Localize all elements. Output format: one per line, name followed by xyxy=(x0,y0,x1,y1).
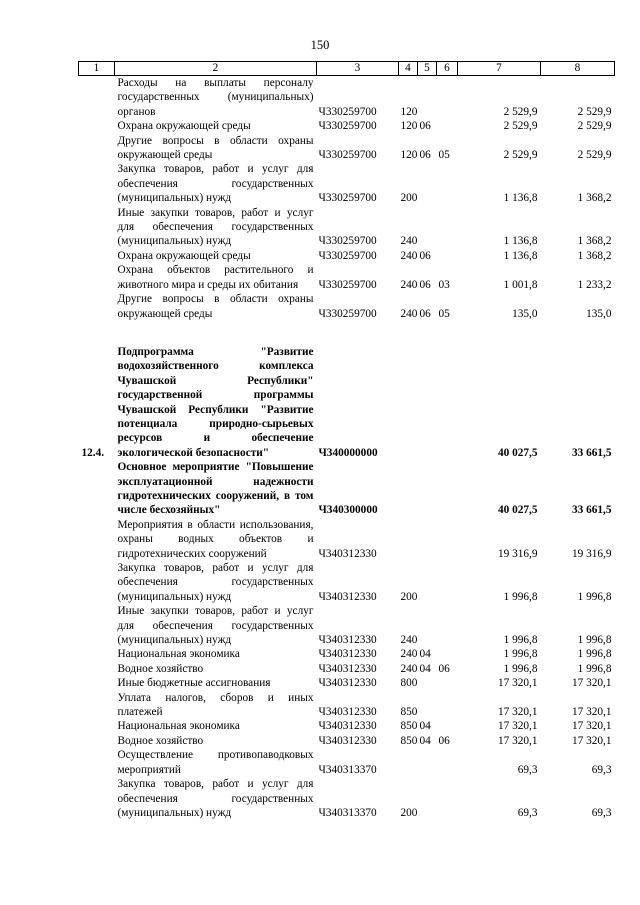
subsection-code xyxy=(437,719,458,733)
subsection-code: 05 xyxy=(438,149,450,162)
row-number xyxy=(79,676,115,690)
expense-type-code: 200 xyxy=(400,590,418,603)
table-row xyxy=(79,345,615,460)
section-code: 06 xyxy=(419,278,431,291)
target-article-code: Ч330259700 xyxy=(318,192,377,205)
table-row xyxy=(79,734,615,748)
amount-year-1: 17 320,1 xyxy=(497,720,538,733)
table-row xyxy=(79,134,615,163)
amount-year-2: 1 233,2 xyxy=(577,278,612,291)
row-number xyxy=(79,134,115,163)
subsection-code xyxy=(437,119,458,133)
page-number: 150 xyxy=(310,38,330,52)
amount-year-2: 2 529,9 xyxy=(577,149,612,162)
table-row xyxy=(79,206,615,249)
row-number xyxy=(79,263,115,292)
subsection-code xyxy=(437,518,458,561)
amount-year-2: 1 996,8 xyxy=(577,648,612,661)
row-number xyxy=(79,662,115,676)
row-number xyxy=(79,76,115,120)
section-code xyxy=(418,76,437,120)
column-header: 8 xyxy=(541,62,615,76)
row-number xyxy=(79,561,115,604)
target-article-code: Ч330259700 xyxy=(318,120,377,133)
expense-type-code: 240 xyxy=(400,662,418,675)
row-number: 12.4. xyxy=(81,446,105,459)
section-code: 04 xyxy=(419,648,431,661)
subsection-code: 06 xyxy=(438,662,450,675)
amount-year-1: 1 996,8 xyxy=(503,648,538,661)
expense-name: Уплата налогов, сборов и иных платежей xyxy=(117,691,314,719)
row-number xyxy=(79,734,115,748)
amount-year-1: 69,3 xyxy=(517,763,538,776)
row-number xyxy=(79,249,115,263)
section-code xyxy=(418,460,437,518)
table-row xyxy=(79,748,615,777)
subsection-code xyxy=(437,162,458,205)
row-number xyxy=(79,691,115,720)
section-code xyxy=(418,676,437,690)
expense-name: Мероприятия в области использования, охраны водных объектов и гидротехнических сооружений xyxy=(117,518,314,560)
section-code xyxy=(418,604,437,647)
subsection-code: 03 xyxy=(438,278,450,291)
amount-year-1: 1 136,8 xyxy=(503,235,538,248)
expense-name: Национальная экономика xyxy=(117,648,240,661)
table-row xyxy=(79,292,615,321)
expense-name: Охрана объектов растительного и животного мира и среды их обитания xyxy=(117,264,314,291)
subsection-code xyxy=(437,676,458,690)
expense-type-code: 120 xyxy=(400,120,418,133)
target-article-code: Ч330259700 xyxy=(318,249,377,262)
target-article-code: Ч340312330 xyxy=(318,590,377,603)
section-code xyxy=(418,518,437,561)
subsection-code xyxy=(437,345,458,460)
target-article-code: Ч330259700 xyxy=(318,307,377,320)
section-code xyxy=(418,206,437,249)
row-number xyxy=(79,719,115,733)
subsection-code xyxy=(437,206,458,249)
expense-type-code: 240 xyxy=(400,235,418,248)
amount-year-1: 2 529,9 xyxy=(503,105,538,118)
amount-year-1: 1 996,8 xyxy=(503,662,538,675)
amount-year-1: 1 996,8 xyxy=(503,590,538,603)
row-number xyxy=(79,777,115,820)
table-row xyxy=(79,691,615,720)
target-article-code: Ч340312330 xyxy=(318,706,377,719)
expense-type-code: 850 xyxy=(400,720,418,733)
subsection-code xyxy=(437,604,458,647)
target-article-code: Ч330259700 xyxy=(318,149,377,162)
expense-name: Осуществление противопаводковых мероприятий xyxy=(117,749,314,776)
amount-year-2: 1 996,8 xyxy=(577,634,612,647)
row-number xyxy=(79,292,115,321)
section-code xyxy=(418,777,437,820)
section-code: 04 xyxy=(419,662,431,675)
spacer-row xyxy=(79,321,615,345)
table-row xyxy=(79,249,615,263)
expense-name: Охрана окружающей среды xyxy=(117,249,251,262)
amount-year-1: 17 320,1 xyxy=(497,677,538,690)
section-code xyxy=(418,561,437,604)
section-code: 04 xyxy=(419,720,431,733)
column-header: 7 xyxy=(458,62,541,76)
amount-year-1: 1 001,8 xyxy=(503,278,538,291)
expense-type-code xyxy=(399,518,418,561)
amount-year-2: 1 368,2 xyxy=(577,235,612,248)
amount-year-1: 17 320,1 xyxy=(497,706,538,719)
subsection-code: 06 xyxy=(438,734,450,747)
amount-year-2: 19 316,9 xyxy=(571,547,612,560)
row-number xyxy=(79,647,115,661)
section-code: 06 xyxy=(419,149,431,162)
target-article-code: Ч340312330 xyxy=(318,662,377,675)
expense-name: Закупка товаров, работ и услуг для обеспечения государственных (муниципальных) нужд xyxy=(117,778,314,819)
subsection-code xyxy=(437,561,458,604)
expense-type-code: 240 xyxy=(400,634,418,647)
expense-type-code: 200 xyxy=(400,192,418,205)
column-header: 1 xyxy=(79,62,115,76)
target-article-code: Ч340312330 xyxy=(318,648,377,661)
table-row xyxy=(79,719,615,733)
column-number-header-row xyxy=(79,62,615,76)
amount-year-1: 69,3 xyxy=(517,806,538,819)
table-row xyxy=(79,162,615,205)
subsection-code xyxy=(437,249,458,263)
amount-year-2: 33 661,5 xyxy=(571,504,612,517)
amount-year-2: 33 661,5 xyxy=(571,446,612,459)
target-article-code: Ч340312330 xyxy=(318,547,377,560)
amount-year-1: 40 027,5 xyxy=(497,446,538,459)
expense-name: Иные бюджетные ассигнования xyxy=(117,677,271,690)
table-row xyxy=(79,561,615,604)
section-code xyxy=(418,748,437,777)
table-body xyxy=(79,76,615,821)
row-number xyxy=(79,206,115,249)
expense-name: Охрана окружающей среды xyxy=(117,120,251,133)
expense-type-code xyxy=(399,748,418,777)
column-header: 2 xyxy=(115,62,317,76)
column-header: 4 xyxy=(399,62,418,76)
section-code: 04 xyxy=(419,734,431,747)
expense-name: Другие вопросы в области охраны окружающей среды xyxy=(117,134,314,162)
expense-type-code: 240 xyxy=(400,249,418,262)
table-row xyxy=(79,777,615,820)
column-header: 5 xyxy=(418,62,437,76)
expense-type-code: 240 xyxy=(400,278,418,291)
expense-name: Иные закупки товаров, работ и услуг для обеспечения государственных (муниципальных) нужд xyxy=(117,206,314,248)
expense-type-code: 120 xyxy=(400,149,418,162)
section-code xyxy=(418,162,437,205)
expense-type-code: 800 xyxy=(400,677,418,690)
row-number xyxy=(79,162,115,205)
subsection-code xyxy=(437,460,458,518)
amount-year-1: 2 529,9 xyxy=(503,120,538,133)
expense-type-code: 240 xyxy=(400,307,418,320)
table-row xyxy=(79,518,615,561)
table-row xyxy=(79,647,615,661)
amount-year-2: 1 996,8 xyxy=(577,662,612,675)
target-article-code: Ч340313370 xyxy=(318,763,377,776)
amount-year-2: 17 320,1 xyxy=(571,706,612,719)
target-article-code: Ч340300000 xyxy=(318,504,378,517)
table-row xyxy=(79,676,615,690)
subsection-code xyxy=(437,748,458,777)
table-row xyxy=(79,460,615,518)
section-code: 06 xyxy=(419,307,431,320)
table-row xyxy=(79,119,615,133)
subsection-code: 05 xyxy=(438,307,450,320)
section-code: 06 xyxy=(419,249,431,262)
amount-year-2: 69,3 xyxy=(591,763,612,776)
expense-type-code xyxy=(399,460,418,518)
amount-year-1: 40 027,5 xyxy=(497,504,538,517)
target-article-code: Ч330259700 xyxy=(318,278,377,291)
expense-name: Водное хозяйство xyxy=(117,734,204,747)
table-row xyxy=(79,662,615,676)
amount-year-2: 1 368,2 xyxy=(577,192,612,205)
target-article-code: Ч330259700 xyxy=(318,235,377,248)
table-row xyxy=(79,76,615,120)
expense-type-code: 200 xyxy=(400,806,418,819)
target-article-code: Ч340000000 xyxy=(318,446,378,459)
expense-type-code: 850 xyxy=(400,706,418,719)
row-number xyxy=(79,119,115,133)
expense-type-code xyxy=(399,345,418,460)
target-article-code: Ч340312330 xyxy=(318,677,377,690)
amount-year-1: 1 996,8 xyxy=(503,634,538,647)
amount-year-2: 17 320,1 xyxy=(571,734,612,747)
table-row xyxy=(79,263,615,292)
target-article-code: Ч340313370 xyxy=(318,806,377,819)
amount-year-1: 2 529,9 xyxy=(503,149,538,162)
amount-year-2: 17 320,1 xyxy=(571,677,612,690)
amount-year-1: 135,0 xyxy=(512,307,538,320)
section-code xyxy=(418,345,437,460)
expense-name: Другие вопросы в области охраны окружающей среды xyxy=(117,293,314,320)
budget-table xyxy=(78,61,615,820)
expense-name: Закупка товаров, работ и услуг для обеспечения государственных (муниципальных) нужд xyxy=(117,163,314,205)
table-row xyxy=(79,604,615,647)
section-code: 06 xyxy=(419,120,431,133)
target-article-code: Ч340312330 xyxy=(318,634,377,647)
expense-name: Национальная экономика xyxy=(117,720,240,733)
column-header: 6 xyxy=(437,62,458,76)
expense-name: Расходы на выплаты персоналу государственных (муниципальных) органов xyxy=(117,77,314,118)
amount-year-2: 1 368,2 xyxy=(577,249,612,262)
amount-year-2: 2 529,9 xyxy=(577,105,612,118)
section-code xyxy=(418,691,437,720)
amount-year-2: 2 529,9 xyxy=(577,120,612,133)
expense-name: Водное хозяйство xyxy=(117,662,204,675)
subsection-code xyxy=(437,76,458,120)
row-number xyxy=(79,518,115,561)
amount-year-1: 1 136,8 xyxy=(503,249,538,262)
amount-year-1: 17 320,1 xyxy=(497,734,538,747)
amount-year-2: 17 320,1 xyxy=(571,720,612,733)
expense-name: Иные закупки товаров, работ и услуг для обеспечения государственных (муниципальных) нужд xyxy=(117,605,314,647)
expense-type-code: 240 xyxy=(400,648,418,661)
row-number xyxy=(79,748,115,777)
subsection-code xyxy=(437,691,458,720)
amount-year-2: 69,3 xyxy=(591,806,612,819)
target-article-code: Ч340312330 xyxy=(318,734,377,747)
subsection-code xyxy=(437,777,458,820)
expense-name: Подпрограмма "Развитие водохозяйственного комплекса Чувашской Республики" государственной программы Чувашской Республики "Развитие потенциала природно-сырьевых ресурсов и обеспечение экологической безопасности" xyxy=(117,345,314,459)
amount-year-1: 19 316,9 xyxy=(497,547,538,560)
target-article-code: Ч340312330 xyxy=(318,720,377,733)
target-article-code: Ч330259700 xyxy=(318,105,377,118)
expense-type-code: 120 xyxy=(400,105,418,118)
amount-year-2: 135,0 xyxy=(586,307,612,320)
expense-name: Основное мероприятие "Повышение эксплуатационной надежности гидротехнических сооружений, в том числе бесхозяйных" xyxy=(117,461,314,517)
column-header: 3 xyxy=(317,62,399,76)
row-number xyxy=(79,604,115,647)
subsection-code xyxy=(437,647,458,661)
row-number xyxy=(79,460,115,518)
amount-year-1: 1 136,8 xyxy=(503,192,538,205)
amount-year-2: 1 996,8 xyxy=(577,590,612,603)
expense-type-code: 850 xyxy=(400,734,418,747)
expense-name: Закупка товаров, работ и услуг для обеспечения государственных (муниципальных) нужд xyxy=(117,562,314,603)
